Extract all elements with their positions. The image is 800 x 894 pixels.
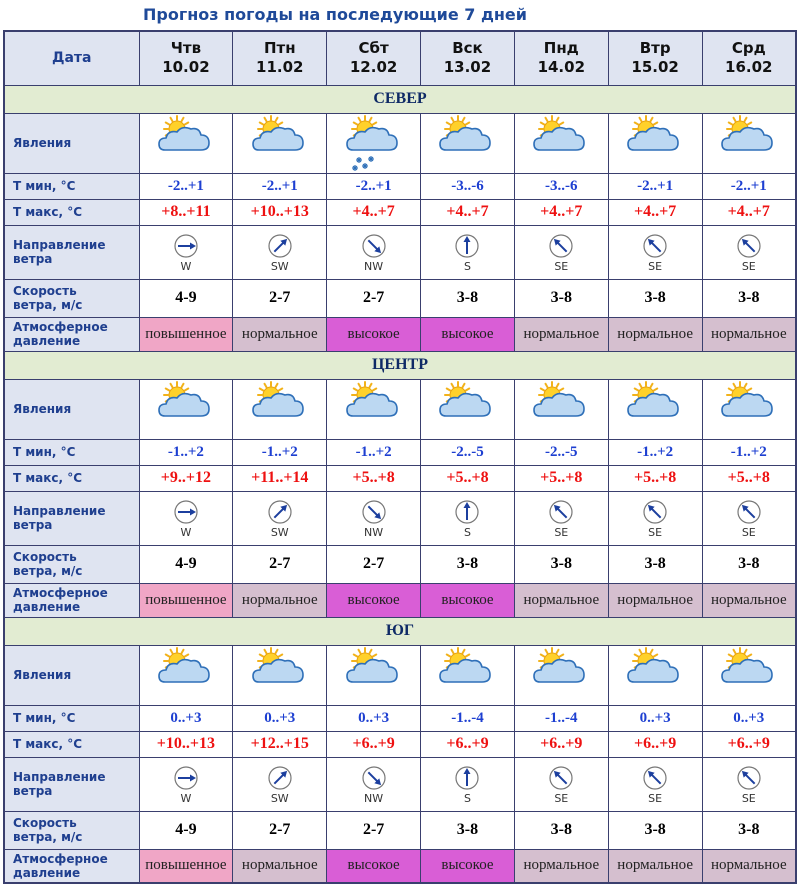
date-label: Дата: [4, 31, 139, 85]
partly-cloudy-icon: [608, 113, 702, 173]
tmax-value: +6..+9: [327, 731, 421, 757]
wind-direction-label-line1: Направление: [13, 770, 106, 784]
wind-speed-value: 3-8: [608, 545, 702, 583]
day-name: Птн: [263, 39, 296, 58]
day-name: Сбт: [358, 39, 389, 58]
partly-cloudy-icon: [608, 645, 702, 705]
wind-direction-cell: [608, 225, 702, 279]
wind-direction-value: SW: [270, 526, 289, 539]
wind-speed-value: 3-8: [702, 811, 796, 849]
tmin-value: 0..+3: [608, 705, 702, 731]
tmax-value: +4..+7: [702, 199, 796, 225]
wind-direction-value: W: [180, 526, 192, 539]
wind-speed-row: [4, 279, 796, 317]
tmin-value: -3..-6: [421, 173, 515, 199]
tmin-value: -2..-5: [514, 439, 608, 465]
wind-direction-value: W: [180, 792, 192, 805]
pressure-value: высокое: [421, 317, 515, 351]
wind-direction-value: SE: [554, 526, 569, 539]
wind-speed-label-line2: ветра, м/с: [13, 830, 83, 844]
tmin-value: -2..+1: [233, 173, 327, 199]
tmin-value: -1..+2: [233, 439, 327, 465]
pressure-value: нормальное: [608, 849, 702, 883]
pressure-label: [4, 317, 139, 351]
compass-arrow-icon: [515, 233, 608, 259]
tmin-label: Т мин, °С: [4, 705, 139, 731]
wind-speed-label-line1: Скорость: [13, 550, 77, 564]
compass-arrow-icon: [327, 499, 420, 525]
wind-direction-cell: [702, 491, 796, 545]
partly-cloudy-icon: [421, 379, 515, 439]
pressure-row: [4, 849, 796, 883]
wind-direction-value: SW: [270, 260, 289, 273]
pressure-value: нормальное: [233, 317, 327, 351]
pressure-value: нормальное: [608, 317, 702, 351]
day-date: 10.02: [162, 58, 210, 77]
partly-cloudy-icon: [233, 113, 327, 173]
tmin-value: -1..+2: [702, 439, 796, 465]
day-header: [514, 31, 608, 85]
wind-speed-value: 3-8: [514, 279, 608, 317]
day-name: Вск: [452, 39, 483, 58]
wind-direction-value: NW: [364, 792, 384, 805]
tmin-value: 0..+3: [233, 705, 327, 731]
compass-arrow-icon: [609, 233, 702, 259]
wind-speed-label: [4, 811, 139, 849]
pressure-label-line1: Атмосферное: [13, 851, 108, 866]
phenomena-row: [4, 379, 796, 439]
partly-cloudy-icon: [702, 645, 796, 705]
compass-arrow-icon: [515, 765, 608, 791]
tmax-value: +6..+9: [514, 731, 608, 757]
wind-direction-label-line2: ветра: [13, 518, 53, 532]
wind-speed-label: [4, 545, 139, 583]
wind-speed-value: 4-9: [139, 279, 233, 317]
phenomena-label: Явления: [4, 645, 139, 705]
partly-cloudy-icon: [421, 113, 515, 173]
compass-arrow-icon: [233, 233, 326, 259]
tmin-value: -2..+1: [702, 173, 796, 199]
compass-arrow-icon: [233, 765, 326, 791]
tmin-row: [4, 173, 796, 199]
day-header: [327, 31, 421, 85]
wind-speed-value: 2-7: [233, 811, 327, 849]
wind-direction-cell: [421, 491, 515, 545]
compass-arrow-icon: [609, 499, 702, 525]
pressure-value: нормальное: [514, 317, 608, 351]
tmin-row: [4, 439, 796, 465]
wind-direction-value: SE: [648, 792, 663, 805]
tmax-value: +5..+8: [514, 465, 608, 491]
wind-speed-value: 3-8: [421, 279, 515, 317]
wind-direction-label-line2: ветра: [13, 784, 53, 798]
pressure-value: нормальное: [514, 583, 608, 617]
phenomena-label: Явления: [4, 113, 139, 173]
day-header: [421, 31, 515, 85]
wind-direction-cell: [327, 757, 421, 811]
wind-direction-value: S: [463, 260, 471, 273]
partly-cloudy-icon: [514, 645, 608, 705]
day-date: 13.02: [443, 58, 492, 77]
day-name: Чтв: [170, 39, 202, 58]
wind-direction-cell: [139, 491, 233, 545]
wind-direction-value: SE: [648, 526, 663, 539]
partly-cloudy-icon: [702, 113, 796, 173]
tmax-value: +10..+13: [139, 731, 233, 757]
wind-direction-value: W: [180, 260, 192, 273]
tmin-value: -2..-5: [421, 439, 515, 465]
wind-direction-cell: [514, 225, 608, 279]
tmin-value: -1..+2: [139, 439, 233, 465]
wind-direction-row: [4, 491, 796, 545]
region-name: ЦЕНТР: [4, 351, 796, 379]
tmax-value: +12..+15: [233, 731, 327, 757]
forecast-table: [3, 30, 797, 884]
pressure-label-line2: давление: [13, 334, 81, 348]
tmin-value: -2..+1: [327, 173, 421, 199]
pressure-row: [4, 583, 796, 617]
compass-arrow-icon: [233, 499, 326, 525]
phenomena-label: Явления: [4, 379, 139, 439]
pressure-value: повышенное: [139, 583, 233, 617]
compass-arrow-icon: [421, 233, 514, 259]
pressure-value: нормальное: [702, 317, 796, 351]
pressure-value: высокое: [327, 583, 421, 617]
wind-speed-value: 2-7: [233, 279, 327, 317]
partly-cloudy-icon: [233, 645, 327, 705]
wind-direction-cell: [702, 757, 796, 811]
wind-direction-label-line1: Направление: [13, 238, 106, 252]
pressure-label-line1: Атмосферное: [13, 320, 108, 334]
tmin-value: 0..+3: [702, 705, 796, 731]
pressure-value: высокое: [327, 317, 421, 351]
wind-direction-value: S: [463, 792, 471, 805]
wind-speed-label-line1: Скорость: [13, 284, 77, 298]
compass-arrow-icon: [140, 499, 233, 525]
pressure-value: высокое: [421, 849, 515, 883]
partly-cloudy-icon: [702, 379, 796, 439]
compass-arrow-icon: [703, 499, 795, 525]
pressure-value: повышенное: [139, 317, 233, 351]
wind-speed-label-line1: Скорость: [13, 816, 77, 830]
wind-direction-value: SE: [741, 260, 756, 273]
region-header-row: [4, 351, 796, 379]
tmin-value: -1..+2: [608, 439, 702, 465]
pressure-label-line1: Атмосферное: [13, 586, 108, 600]
pressure-value: нормальное: [702, 849, 796, 883]
wind-direction-cell: [702, 225, 796, 279]
day-header: [702, 31, 796, 85]
wind-direction-cell: [421, 225, 515, 279]
tmax-value: +6..+9: [421, 731, 515, 757]
partly-cloudy-icon: [514, 379, 608, 439]
tmax-row: [4, 731, 796, 757]
tmax-label: Т макс, °С: [4, 199, 139, 225]
compass-arrow-icon: [327, 765, 420, 791]
tmax-value: +6..+9: [608, 731, 702, 757]
region-header-row: [4, 85, 796, 113]
wind-direction-label-line2: ветра: [13, 252, 53, 266]
wind-direction-cell: [327, 225, 421, 279]
wind-speed-value: 3-8: [702, 279, 796, 317]
tmin-value: -1..-4: [421, 705, 515, 731]
wind-speed-value: 4-9: [139, 545, 233, 583]
tmax-value: +4..+7: [327, 199, 421, 225]
compass-arrow-icon: [140, 233, 233, 259]
compass-arrow-icon: [327, 233, 420, 259]
wind-speed-value: 3-8: [514, 545, 608, 583]
compass-arrow-icon: [703, 765, 795, 791]
tmax-value: +5..+8: [327, 465, 421, 491]
tmax-value: +5..+8: [608, 465, 702, 491]
wind-direction-cell: [233, 491, 327, 545]
tmin-value: -2..+1: [608, 173, 702, 199]
wind-direction-cell: [233, 757, 327, 811]
tmax-value: +9..+12: [139, 465, 233, 491]
partly-cloudy-icon: [139, 379, 233, 439]
tmax-value: +10..+13: [233, 199, 327, 225]
wind-direction-cell: [608, 491, 702, 545]
date-header-row: [4, 31, 796, 85]
wind-direction-label: [4, 491, 139, 545]
wind-direction-cell: [139, 225, 233, 279]
compass-arrow-icon: [609, 765, 702, 791]
pressure-value: повышенное: [139, 849, 233, 883]
tmax-value: +6..+9: [702, 731, 796, 757]
wind-speed-row: [4, 545, 796, 583]
pressure-value: нормальное: [702, 583, 796, 617]
pressure-label-line2: давление: [13, 600, 81, 614]
wind-direction-value: S: [463, 526, 471, 539]
pressure-label: [4, 583, 139, 617]
pressure-value: нормальное: [233, 849, 327, 883]
page-title: Прогноз погоды на последующие 7 дней: [143, 5, 527, 24]
wind-speed-label-line2: ветра, м/с: [13, 564, 83, 578]
wind-speed-value: 3-8: [514, 811, 608, 849]
wind-speed-value: 2-7: [327, 811, 421, 849]
tmax-value: +4..+7: [608, 199, 702, 225]
day-header: [608, 31, 702, 85]
partly-cloudy-icon: [139, 113, 233, 173]
day-date: 12.02: [349, 58, 398, 77]
wind-speed-value: 2-7: [327, 545, 421, 583]
wind-speed-value: 2-7: [233, 545, 327, 583]
wind-direction-value: SE: [554, 260, 569, 273]
region-name: ЮГ: [4, 617, 796, 645]
wind-speed-value: 4-9: [139, 811, 233, 849]
pressure-value: нормальное: [608, 583, 702, 617]
day-date: 15.02: [631, 58, 679, 77]
tmax-value: +4..+7: [421, 199, 515, 225]
compass-arrow-icon: [140, 765, 233, 791]
day-header: [139, 31, 233, 85]
wind-direction-value: SE: [741, 792, 756, 805]
compass-arrow-icon: [421, 499, 514, 525]
tmin-label: Т мин, °С: [4, 173, 139, 199]
tmax-row: [4, 465, 796, 491]
partly-cloudy-icon: [514, 113, 608, 173]
day-header: [233, 31, 327, 85]
wind-direction-cell: [514, 757, 608, 811]
partly-cloudy-icon: [327, 645, 421, 705]
tmax-label: Т макс, °С: [4, 731, 139, 757]
phenomena-row: [4, 113, 796, 173]
region-header-row: [4, 617, 796, 645]
wind-direction-value: NW: [364, 526, 384, 539]
wind-speed-value: 3-8: [608, 279, 702, 317]
wind-direction-label-line1: Направление: [13, 504, 106, 518]
tmax-value: +8..+11: [139, 199, 233, 225]
wind-speed-label: [4, 279, 139, 317]
wind-direction-row: [4, 225, 796, 279]
wind-direction-cell: [327, 491, 421, 545]
tmin-row: [4, 705, 796, 731]
tmax-value: +5..+8: [702, 465, 796, 491]
day-date: 16.02: [725, 58, 773, 77]
tmin-label: Т мин, °С: [4, 439, 139, 465]
wind-speed-value: 3-8: [421, 811, 515, 849]
tmax-value: +5..+8: [421, 465, 515, 491]
tmax-label: Т макс, °С: [4, 465, 139, 491]
tmin-value: 0..+3: [139, 705, 233, 731]
partly-cloudy-icon: [608, 379, 702, 439]
wind-speed-row: [4, 811, 796, 849]
pressure-value: высокое: [327, 849, 421, 883]
wind-direction-value: SW: [270, 792, 289, 805]
day-date: 11.02: [256, 58, 304, 77]
snow-cloud-icon: [327, 113, 421, 173]
pressure-value: высокое: [421, 583, 515, 617]
pressure-value: нормальное: [514, 849, 608, 883]
wind-direction-label: [4, 225, 139, 279]
tmin-value: -1..+2: [327, 439, 421, 465]
tmin-value: -2..+1: [139, 173, 233, 199]
wind-direction-value: SE: [741, 526, 756, 539]
tmax-value: +4..+7: [514, 199, 608, 225]
tmax-value: +11..+14: [233, 465, 327, 491]
wind-direction-value: SE: [554, 792, 569, 805]
compass-arrow-icon: [421, 765, 514, 791]
pressure-row: [4, 317, 796, 351]
wind-direction-cell: [608, 757, 702, 811]
pressure-value: нормальное: [233, 583, 327, 617]
compass-arrow-icon: [703, 233, 795, 259]
wind-direction-value: SE: [648, 260, 663, 273]
wind-direction-cell: [233, 225, 327, 279]
day-name: Срд: [731, 39, 766, 58]
compass-arrow-icon: [515, 499, 608, 525]
tmax-row: [4, 199, 796, 225]
wind-direction-label: [4, 757, 139, 811]
partly-cloudy-icon: [233, 379, 327, 439]
wind-direction-cell: [139, 757, 233, 811]
wind-speed-value: 3-8: [608, 811, 702, 849]
partly-cloudy-icon: [139, 645, 233, 705]
partly-cloudy-icon: [327, 379, 421, 439]
pressure-label: [4, 849, 139, 883]
wind-direction-row: [4, 757, 796, 811]
wind-direction-cell: [421, 757, 515, 811]
tmin-value: -3..-6: [514, 173, 608, 199]
wind-speed-value: 3-8: [702, 545, 796, 583]
wind-direction-cell: [514, 491, 608, 545]
tmin-value: 0..+3: [327, 705, 421, 731]
wind-speed-value: 2-7: [327, 279, 421, 317]
wind-speed-label-line2: ветра, м/с: [13, 298, 83, 312]
day-date: 14.02: [537, 58, 586, 77]
day-name: Втр: [639, 39, 671, 58]
phenomena-row: [4, 645, 796, 705]
wind-speed-value: 3-8: [421, 545, 515, 583]
pressure-label-line2: давление: [13, 865, 81, 880]
region-name: СЕВЕР: [4, 85, 796, 113]
day-name: Пнд: [543, 39, 579, 58]
partly-cloudy-icon: [421, 645, 515, 705]
wind-direction-value: NW: [364, 260, 384, 273]
tmin-value: -1..-4: [514, 705, 608, 731]
